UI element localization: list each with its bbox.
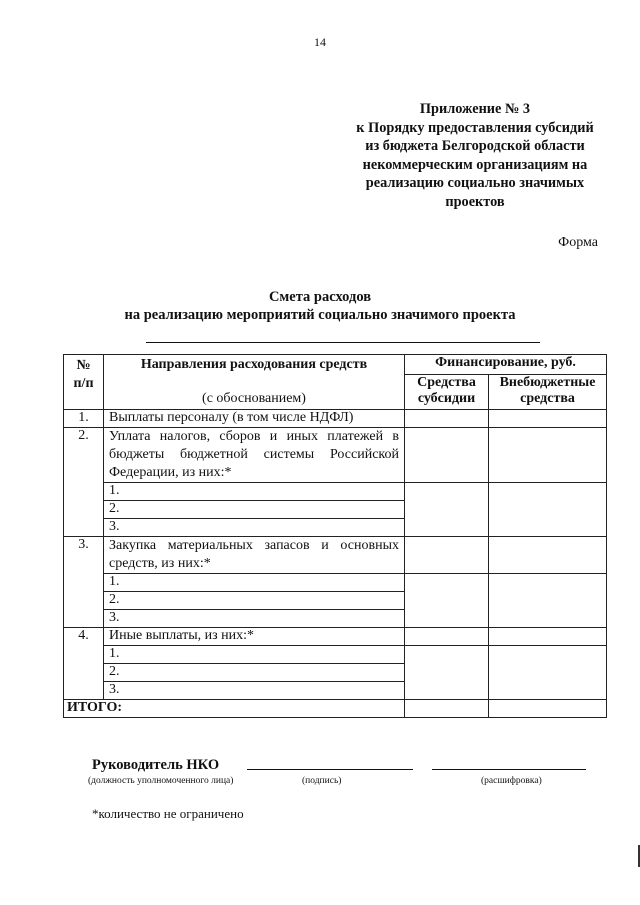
header-direction-note: (с обоснованием): [202, 391, 306, 406]
document-title: [0, 288, 640, 324]
subsidy-cell[interactable]: [405, 537, 489, 574]
total-row: [64, 700, 607, 718]
table-row: [64, 628, 607, 646]
row-num: 2.: [64, 428, 104, 537]
row-text: Уплата налогов, сборов и иных платежей в бюджеты бюджетной системы Российской Федерации, из них:*: [104, 428, 405, 483]
title-line-2: на реализацию мероприятий социально значимого проекта: [124, 307, 516, 323]
extrabudget-cell[interactable]: [489, 646, 607, 700]
row-num: 3.: [64, 537, 104, 628]
budget-table: [63, 354, 607, 718]
row-num: 1.: [64, 410, 104, 428]
appendix-line: из бюджета Белгородской области: [365, 138, 585, 154]
header-direction-label: Направления расходования средств: [140, 357, 368, 372]
page-number: 14: [314, 35, 326, 49]
subsidy-cell[interactable]: [405, 410, 489, 428]
sub-item: 3.: [104, 519, 405, 537]
sub-item: 3.: [104, 610, 405, 628]
row-text: Выплаты персоналу (в том числе НДФЛ): [104, 410, 405, 428]
footnote: *количество не ограничено: [92, 806, 244, 821]
table-row: [64, 483, 607, 501]
sign-caption: (подпись): [302, 776, 342, 786]
appendix-line: проектов: [445, 193, 505, 210]
extrabudget-cell[interactable]: [489, 628, 607, 646]
subsidy-cell[interactable]: [405, 483, 489, 537]
signature-line[interactable]: [247, 769, 413, 770]
form-label: Форма: [558, 235, 598, 250]
appendix-line: Приложение № 3: [419, 101, 531, 117]
sub-item: 2.: [104, 501, 405, 519]
title-line-1: Смета расходов: [268, 289, 372, 305]
subsidy-total-cell[interactable]: [405, 700, 489, 718]
decode-line[interactable]: [432, 769, 586, 770]
position-caption: (должность уполномоченного лица): [88, 776, 234, 786]
appendix-header: [330, 100, 620, 211]
subsidy-cell[interactable]: [405, 428, 489, 483]
appendix-line: некоммерческим организациям на: [362, 156, 588, 173]
table-row: [64, 428, 607, 483]
extrabudget-total-cell[interactable]: [489, 700, 607, 718]
sub-item: 3.: [104, 682, 405, 700]
signature-label: Руководитель НКО: [92, 757, 220, 773]
decode-caption: (расшифровка): [481, 776, 542, 786]
total-label: ИТОГО:: [64, 700, 405, 718]
appendix-line: реализацию социально значимых: [365, 175, 585, 191]
header-financing: Финансирование, руб.: [405, 355, 607, 375]
header-extrabudget: Внебюджетные средства: [489, 375, 607, 410]
subsidy-cell[interactable]: [405, 574, 489, 628]
table-row: [64, 410, 607, 428]
extrabudget-cell[interactable]: [489, 428, 607, 483]
table-row: [64, 646, 607, 664]
sub-item: 1.: [104, 483, 405, 501]
header-num: № п/п: [64, 355, 104, 410]
sub-item: 1.: [104, 574, 405, 592]
row-text: Иные выплаты, из них:*: [104, 628, 405, 646]
sub-item: 2.: [104, 664, 405, 682]
appendix-line: к Порядку предоставления субсидий: [356, 119, 594, 136]
subsidy-cell[interactable]: [405, 646, 489, 700]
project-name-line[interactable]: [146, 342, 540, 343]
header-direction: [104, 355, 405, 410]
table-row: [64, 537, 607, 574]
extrabudget-cell[interactable]: [489, 537, 607, 574]
extrabudget-cell[interactable]: [489, 410, 607, 428]
extrabudget-cell[interactable]: [489, 574, 607, 628]
sub-item: 1.: [104, 646, 405, 664]
header-subsidy: Средства субсидии: [405, 375, 489, 410]
extrabudget-cell[interactable]: [489, 483, 607, 537]
row-text: Закупка материальных запасов и основных средств, из них:*: [104, 537, 405, 574]
sub-item: 2.: [104, 592, 405, 610]
subsidy-cell[interactable]: [405, 628, 489, 646]
table-row: [64, 574, 607, 592]
row-num: 4.: [64, 628, 104, 700]
